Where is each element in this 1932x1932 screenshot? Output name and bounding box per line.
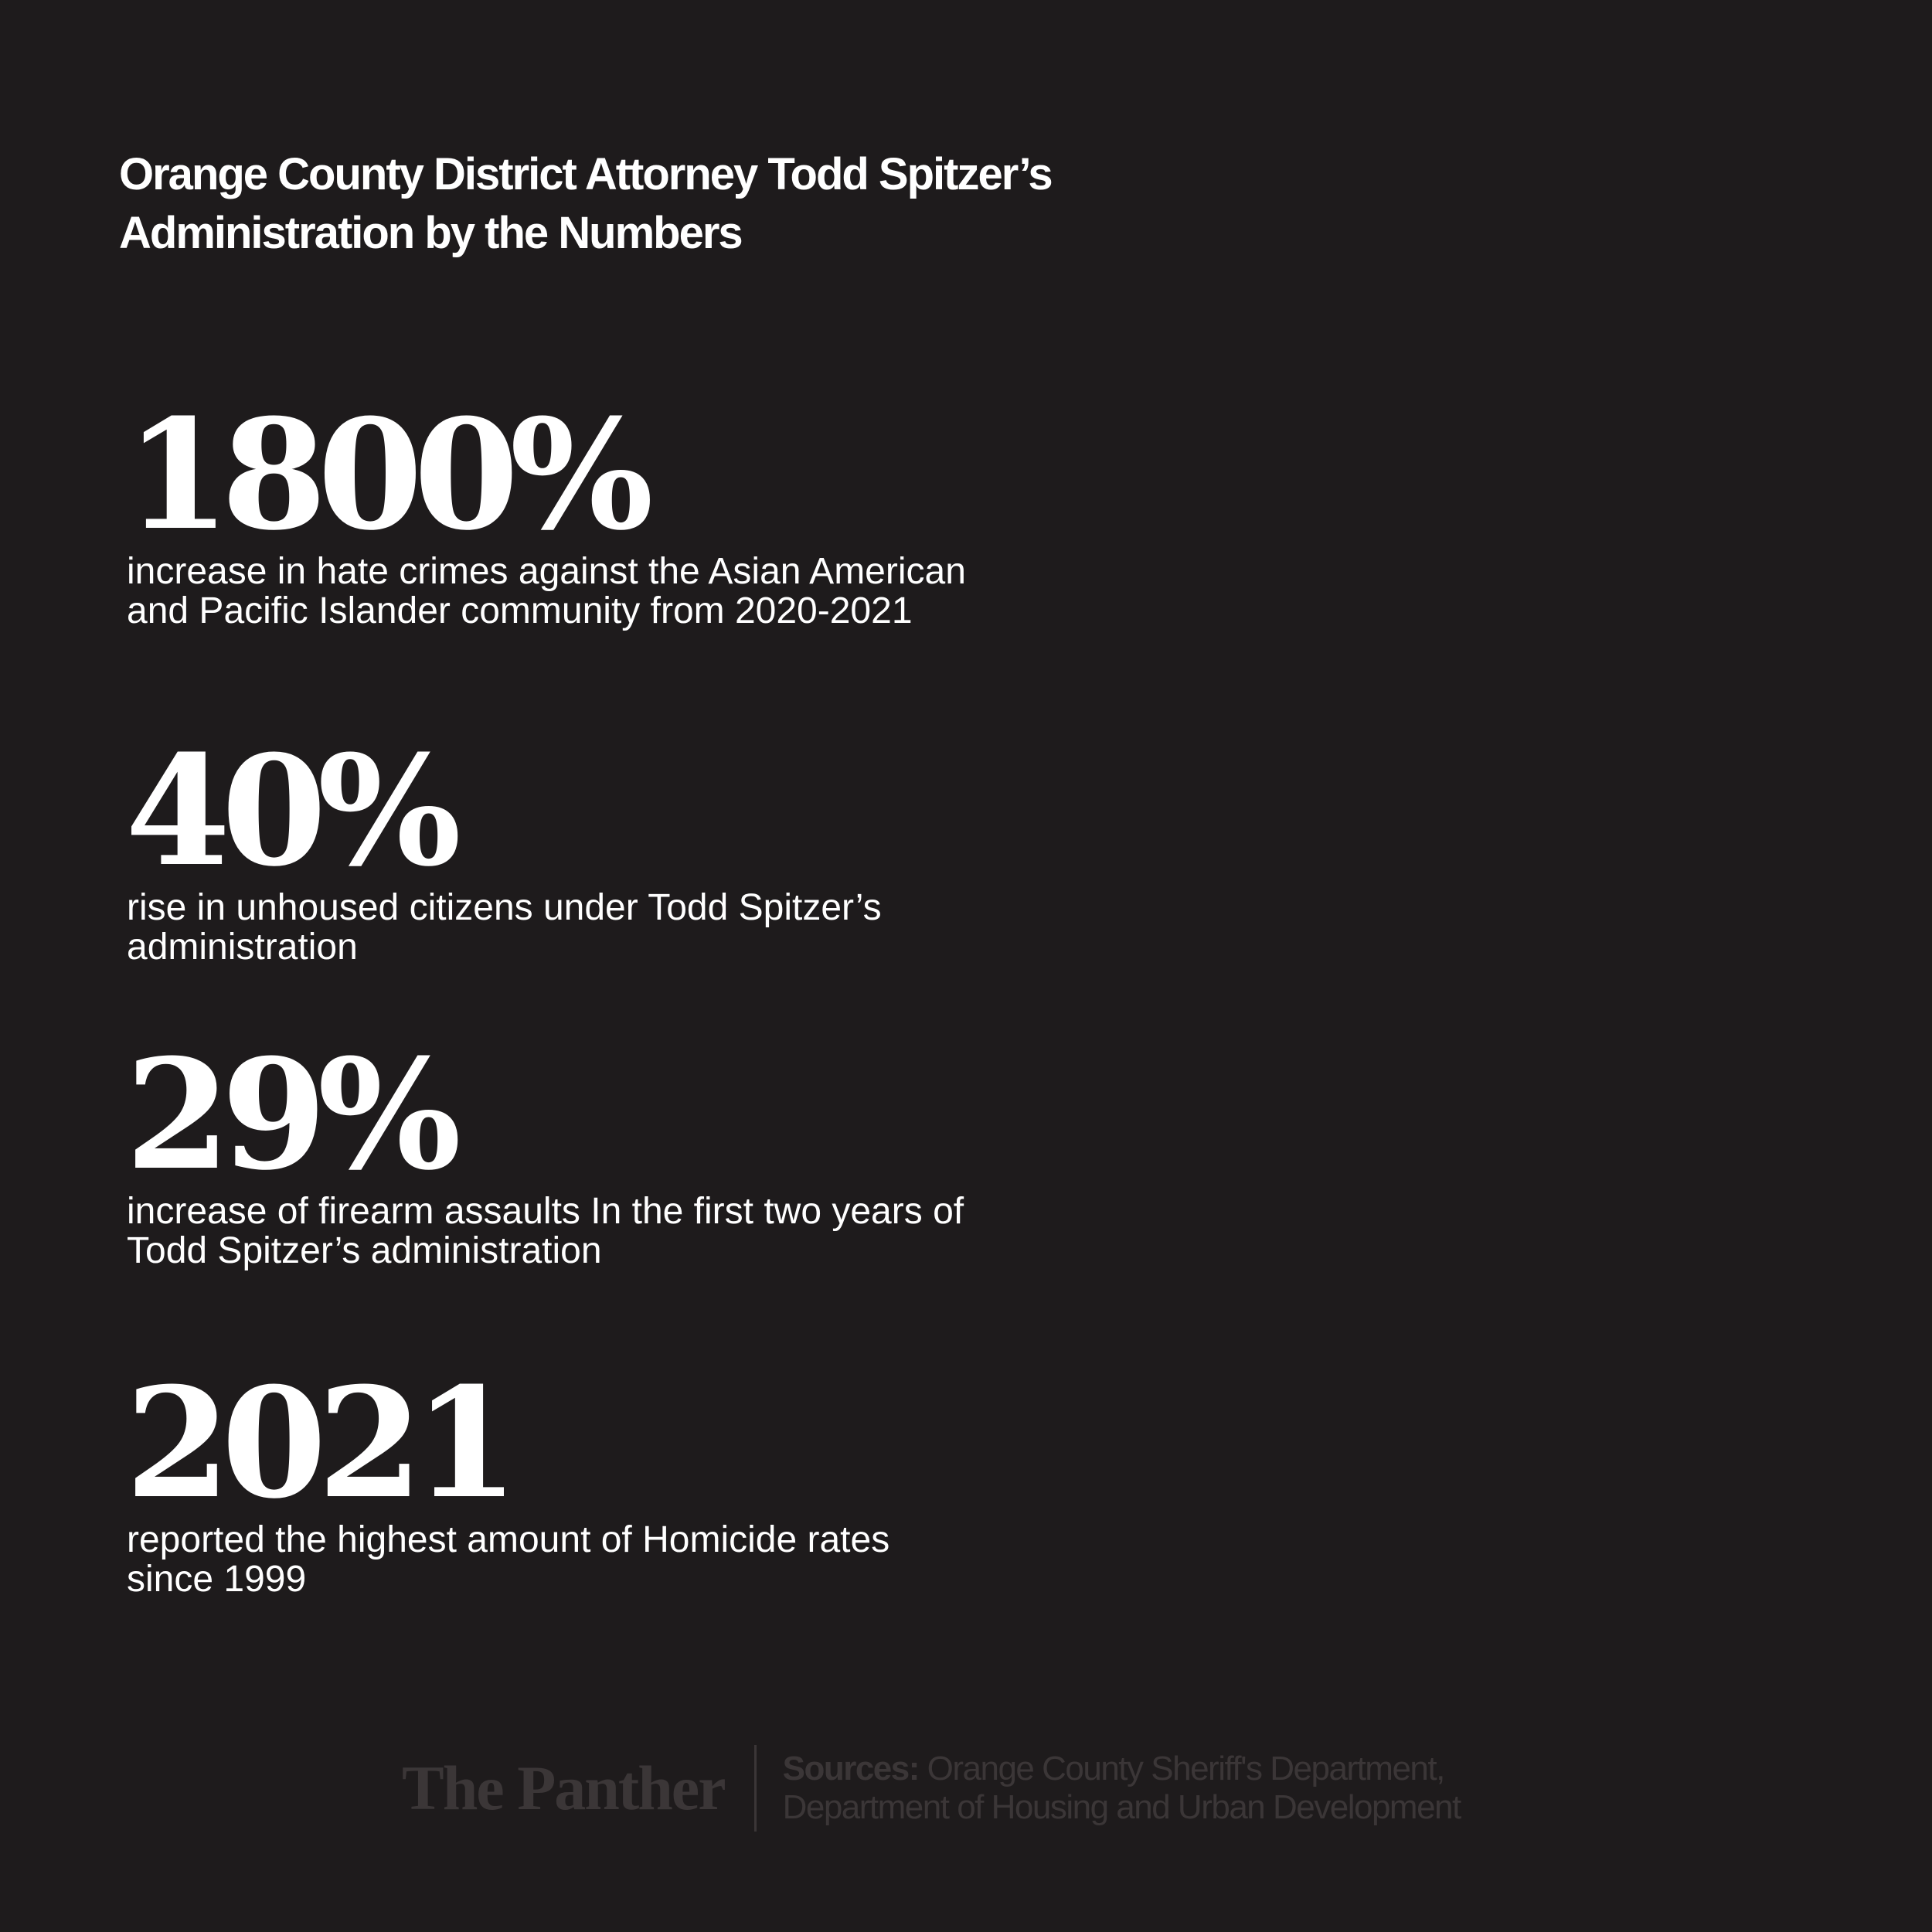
footer — [402, 1745, 1461, 1832]
stat-unhoused — [125, 723, 1207, 968]
sources-label: Sources: — [782, 1750, 919, 1787]
stat-firearm-assaults — [125, 1026, 1207, 1271]
stat-description-line: increase of firearm assaults In the first two years of — [127, 1191, 964, 1232]
stat-value: 2021 — [125, 1355, 510, 1532]
stat-value: 1800% — [125, 386, 645, 564]
stat-hate-crimes — [125, 386, 1207, 631]
stat-description — [127, 1192, 1207, 1270]
stat-description-line: Todd Spitzer’s administration — [127, 1230, 602, 1271]
title-line-1: Orange County District Attorney Todd Spitzer’s — [119, 149, 1052, 199]
page-title — [119, 145, 1355, 263]
stat-description — [127, 552, 1207, 631]
stat-description-line: since 1999 — [127, 1559, 307, 1600]
stat-description — [127, 1520, 1207, 1599]
sources-text-1: Orange County Sheriff's Department, — [927, 1750, 1444, 1787]
stat-description-line: and Pacific Islander community from 2020-2021 — [127, 590, 913, 631]
stat-description-line: rise in unhoused citizens under Todd Spitzer’s — [127, 887, 882, 928]
stat-description — [127, 888, 1207, 967]
stat-description-line: administration — [127, 927, 358, 968]
title-line-2: Administration by the Numbers — [119, 208, 742, 258]
footer-divider — [754, 1745, 757, 1832]
stat-homicide-rates — [125, 1355, 1207, 1600]
stat-value: 40% — [125, 723, 452, 900]
stat-description-line: reported the highest amount of Homicide rates — [127, 1519, 890, 1560]
sources-line-1 — [783, 1750, 1461, 1788]
sources — [783, 1750, 1461, 1827]
stat-value: 29% — [125, 1026, 452, 1204]
sources-text-2: Department of Housing and Urban Development — [782, 1788, 1461, 1826]
publication-logo: The Panther — [402, 1753, 725, 1823]
stat-description-line: increase in hate crimes against the Asian American — [127, 551, 966, 592]
